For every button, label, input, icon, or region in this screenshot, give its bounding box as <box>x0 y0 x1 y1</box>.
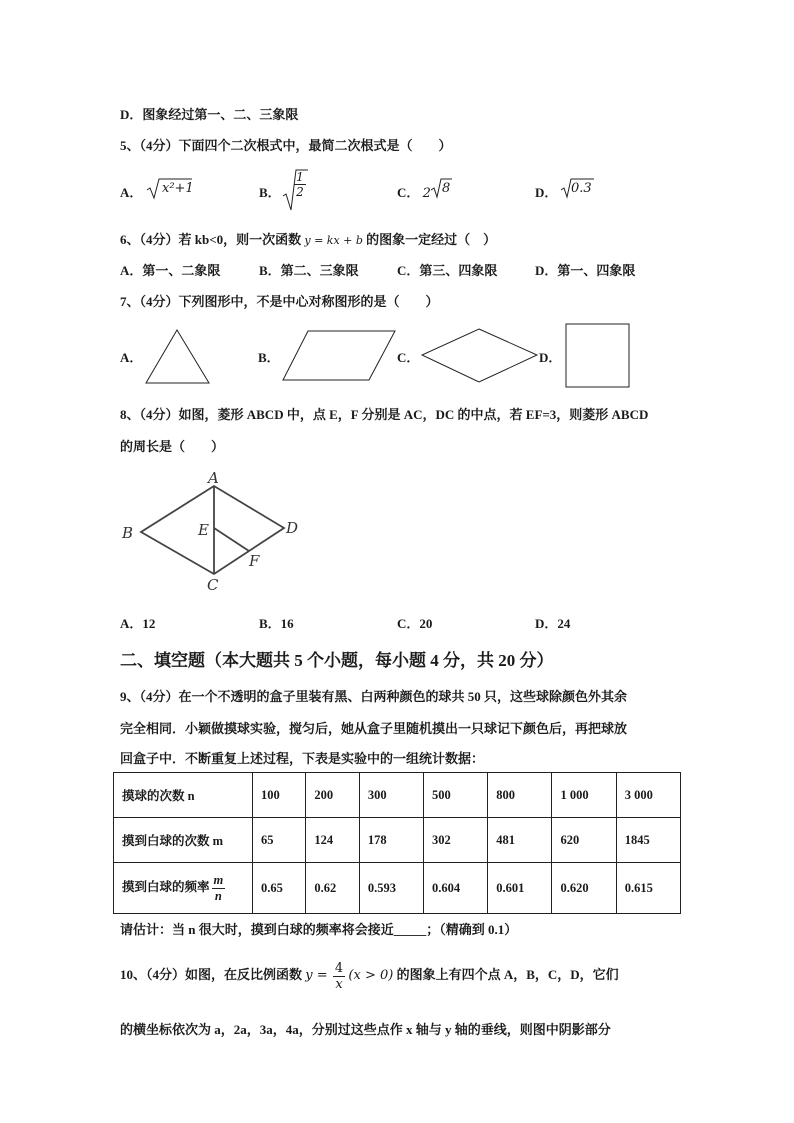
table-cell: 1 000 <box>552 773 616 818</box>
q8-stem-line2: 的周长是（ ） <box>120 439 225 454</box>
q5-option-c-coef: 2 <box>422 186 431 201</box>
table-cell: 100 <box>253 773 306 818</box>
point-c-label: C <box>207 576 219 594</box>
q5-option-a-label: A． <box>120 185 143 200</box>
q5-option-c <box>397 182 431 201</box>
row-header: 摸到白球的次数 m <box>114 818 253 863</box>
q5-option-b-label: B． <box>259 185 281 200</box>
point-f-label: F <box>249 552 260 570</box>
parallelogram-icon <box>282 330 397 382</box>
q10-line1 <box>120 955 619 996</box>
q4-option-d: D．图象经过第一、二、三象限 <box>120 107 299 122</box>
table-cell: 481 <box>488 818 552 863</box>
q6-option-d: D．第一、四象限 <box>535 263 636 278</box>
table-cell: 620 <box>552 818 616 863</box>
table-cell: 178 <box>359 818 423 863</box>
table-cell: 1845 <box>616 818 680 863</box>
q5-option-c-label: C． <box>397 185 420 200</box>
table-cell: 65 <box>253 818 306 863</box>
fraction-numerator: m <box>213 873 224 887</box>
q7-option-d-label: D． <box>539 350 562 365</box>
frequency-fraction <box>212 874 226 902</box>
q10-func-den: x <box>335 976 343 992</box>
q8-option-a: A．12 <box>120 616 156 631</box>
q5-option-c-radicand: 8 <box>442 181 451 196</box>
point-d-label: D <box>286 519 299 537</box>
table-cell: 300 <box>359 773 423 818</box>
q6-stem-post: 的图象一定经过（ ） <box>366 232 497 247</box>
q9-line1: 9、（4分）在一个不透明的盒子里装有黑、白两种颜色的球共 50 只，这些球除颜色外其余 <box>120 689 628 704</box>
table-cell: 0.615 <box>616 863 680 914</box>
fraction-denominator: n <box>214 888 222 903</box>
table-cell: 0.65 <box>253 863 306 914</box>
q5-option-d <box>535 182 557 201</box>
point-e-label: E <box>198 521 209 539</box>
q9-line3: 回盒子中．不断重复上述过程，下表是实验中的一组统计数据： <box>120 751 485 766</box>
q6-stem-pre: 6、（4分）若 kb<0，则一次函数 <box>120 232 302 247</box>
q9-estimate-post: ；（精确到 0.1） <box>426 922 518 937</box>
q5-option-d-label: D． <box>535 185 558 200</box>
row-header <box>114 863 253 914</box>
rhombus-icon <box>421 328 539 384</box>
table-cell: 0.620 <box>552 863 616 914</box>
q6-option-a: A．第一、二象限 <box>120 263 221 278</box>
stats-table <box>113 772 681 914</box>
table-cell: 3 000 <box>616 773 680 818</box>
table-row <box>114 863 681 914</box>
table-cell: 800 <box>488 773 552 818</box>
q5-option-d-radicand: 0.3 <box>571 181 592 196</box>
table-cell: 302 <box>424 818 488 863</box>
q7-stem: 7、（4分）下列图形中，不是中心对称图形的是（ ） <box>120 294 439 309</box>
q10-func-fraction <box>333 962 345 991</box>
q6-option-c: C．第三、四象限 <box>397 263 498 278</box>
table-cell: 500 <box>424 773 488 818</box>
q8-option-b: B．16 <box>259 616 294 631</box>
point-b-label: B <box>122 524 134 542</box>
q5-option-b <box>259 182 281 201</box>
q6-option-b: B．第二、三象限 <box>259 263 359 278</box>
q8-option-c: C．20 <box>397 616 433 631</box>
table-cell: 0.604 <box>424 863 488 914</box>
q8-option-d: D．24 <box>535 616 571 631</box>
section-title: 二、填空题（本大题共 5 个小题，每小题 4 分，共 20 分） <box>120 651 554 670</box>
q5-option-a-radicand: x²+1 <box>162 181 194 196</box>
q10-line1-pre: 10、（4分）如图，在反比例函数 <box>120 967 303 982</box>
table-cell: 0.62 <box>306 863 359 914</box>
q5-option-b-fraction <box>294 170 306 199</box>
q5-option-b-den-display: 2 <box>296 185 304 199</box>
q5-stem: 5、（4分）下面四个二次根式中，最简二次根式是（ ） <box>120 138 452 153</box>
row-header-text: 摸到白球的频率 <box>122 879 210 894</box>
answer-blank[interactable]: _____ <box>393 922 427 937</box>
rhombus-figure <box>118 466 308 596</box>
segment-ef <box>214 528 249 551</box>
square-icon <box>565 323 631 389</box>
q10-func-lhs: y = <box>305 968 328 983</box>
q8-stem-line1: 8、（4分）如图，菱形 ABCD 中，点 E，F 分别是 AC，DC 的中点，若 EF=3，则菱形 ABCD <box>120 407 649 422</box>
q9-estimate-pre: 请估计：当 n 很大时，摸到白球的频率将会接近 <box>120 922 394 937</box>
table-row <box>114 773 681 818</box>
q10-line2: 的横坐标依次为 a，2a，3a，4a，分别过这些点作 x 轴与 y 轴的垂线，则图中阴影部分 <box>120 1022 611 1037</box>
q6-stem <box>120 229 496 248</box>
q9-estimate <box>120 919 517 938</box>
table-row <box>114 818 681 863</box>
q6-function: y = kx + b <box>304 234 363 247</box>
table-cell: 200 <box>306 773 359 818</box>
q7-option-b-label: B． <box>258 350 280 365</box>
table-cell: 0.593 <box>359 863 423 914</box>
rhombus-abcd-outline <box>141 486 284 574</box>
q7-option-a-label: A． <box>120 350 143 365</box>
triangle-icon <box>145 329 211 385</box>
q10-func-cond: (x > 0) <box>348 968 394 983</box>
q7-option-c-label: C． <box>397 350 420 365</box>
q5-option-a <box>120 182 142 201</box>
point-a-label: A <box>208 469 219 487</box>
q9-line2: 完全相同．小颖做摸球实验，搅匀后，她从盒子里随机摸出一只球记下颜色后，再把球放 <box>120 721 628 736</box>
table-cell: 0.601 <box>488 863 552 914</box>
q10-func-num: 4 <box>334 960 344 976</box>
table-cell: 124 <box>306 818 359 863</box>
q5-option-b-num-display: 1 <box>294 170 306 185</box>
row-header: 摸球的次数 n <box>114 773 253 818</box>
q10-line1-post: 的图象上有四个点 A，B，C，D，它们 <box>396 967 619 982</box>
